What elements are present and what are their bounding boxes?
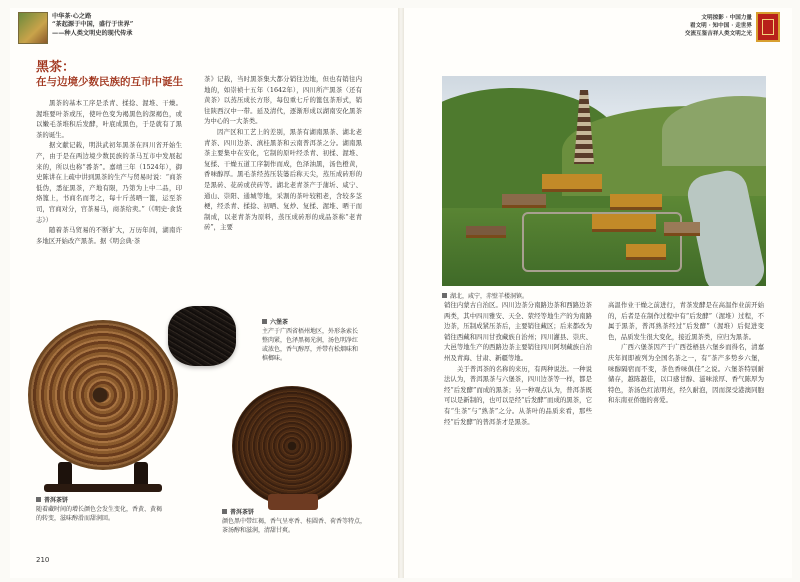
page-number: 210 — [36, 556, 50, 564]
caption-puerh-1 — [36, 496, 166, 523]
header-right-line: 交流互鉴吉祥人类文明之光 — [684, 31, 752, 37]
text-column-right-2 — [608, 300, 764, 540]
header-left-line: “茶起源于中国，盛行于世界” — [52, 21, 134, 29]
header-left — [18, 12, 218, 46]
text-column-left-1 — [36, 98, 182, 288]
header-left-line: ——种人类文明史的现代传承 — [52, 29, 133, 37]
paragraph: 关于普洱茶的名称的来历，有两种说法。一种说法认为，普洱黑茶与六堡茶，四川边茶等一样，都是经“后发酵”而成的黑茶；另一种观点认为，普洱茶既可以是新制的，也可以是经“后发酵”而成的黑茶，它有“生茶”与“熟茶”之分。从茶叶的品质来看，那些经“后发酵”的普洱茶才是黑茶。 — [444, 364, 592, 426]
caption-text: 随着藏时间的增长颜色会发生变化，香黄、黄褐的转变，滋味醇滑而甜润回。 — [36, 506, 163, 522]
paragraph: 黑茶的基本工序是杀青、揉捻、渥堆、干燥。渥堆要叶茶或压，使叶色变为褐黑色的深褐色，或以嫩毛茶堆积后发酵，叶底成黑色，于是就有了黑茶的诞生。 — [36, 99, 182, 139]
paragraph: 据文献记载，明洪武初年黑茶在四川省开始生产，由于是在两边境少数民族的茶马互市中发展起来的，所以也称“番茶”。嘉靖三年（1524年），御史陈讲在上疏中讲到黑茶的生产与贸易时说：“商茶低伪，悉征黑茶，产地有限，乃第为上中二品，印烙篦上，书商名而考之，每十斤蒸晒一篦，运至茶司，官商对分，官茶易马，商茶给卖。”（《明史·食货志》） — [36, 141, 182, 224]
caption-title: 普洱茶饼 — [230, 509, 255, 516]
header-right — [630, 12, 780, 46]
section-subtitle: 在与边境少数民族的互市中诞生 — [36, 76, 183, 88]
caption-text: 主产于广西省梧州地区，外形条索长整肉紧，色泽黑褐光润，汤色明净红或浓色，香气醇厚，并带有松烟味和槟榔味。 — [262, 328, 359, 362]
header-right-text — [685, 14, 752, 38]
text-column-left-2 — [204, 74, 362, 294]
caption-title: 普洱茶饼 — [44, 497, 69, 504]
caption-liubao — [262, 318, 358, 363]
cake-stand-image — [44, 448, 162, 492]
text-column-right-1 — [444, 300, 592, 540]
paragraph: 随着茶马贸易的不断扩大，万历年间，湖南许多地区开始改产黑茶。据《明会典·茶 — [36, 226, 182, 245]
paragraph: 因产区和工艺上的差别，黑茶有湖南黑茶、湖北老青茶、四川边茶、滇桂黑茶和云南普洱茶之分。湖南黑茶主要集中在安化，它制的原叶经杀青、初揉、渥堆、复揉、干燥五道工序制作而成，色泽油黑，汤色橙黄，香味醇厚。黑毛茶经蒸压装篓后称天尖，蒸压成砖形的是黑砖、花砖或茯砖等。湖北老青茶产于蒲圻、咸宁、通山、崇阳、通城等地，采割的茶叶较粗老，含较多茎梗，经杀青、揉捻、初晒、复炒、复揉、渥堆、晒干而制成，以老青茶为原料，蒸压成砖形的成品茶称“老青砖”，主要 — [204, 127, 362, 232]
header-right-line: 看文明 · 知中国 · 走世界 — [689, 23, 752, 29]
liubao-tea-leaves-image — [168, 306, 236, 366]
header-left-line: 中华茶·心之路 — [52, 13, 92, 20]
caption-title: 六堡茶 — [270, 319, 289, 326]
paragraph: 茶》记载，当时黑茶集大都分销往边地，但也有销往内地的，如崇祯十五年（1642年），四川所产黑茶（还有黄茶）以蒸压成长方形，每包重七斤的篦包茶形式，销往陕西汉中一带。延及清代，逐渐形成以湖南安化黑茶为中心的一大茶类。 — [204, 75, 362, 126]
caption-puerh-2 — [222, 508, 370, 535]
paragraph: 广西六堡茶因产于广西苍梧县六堡乡而得名，清嘉庆年间即被列为全国名茶之一，有“茶产多势乡六堡，味醇隔宿而不变，茶色香味俱佳”之说。六堡茶特别耐储存，越陈越佳，以口感甘醇、滋味浓厚、香气陈厚为特色，茶汤色红浓明亮，经久耐泡，因而深受港澳同胞和东南亚侨胞的喜爱。 — [608, 343, 764, 405]
paragraph: 销往内蒙古自治区。四川边茶分南路边茶和西路边茶两类，其中四川雅安、天全、荥经等地生产的为南路边茶，压制成紧压茶后，主要销往藏区；后来都改为销往西藏和四川甘孜藏族自治州；四川灌县、崇庆、大邑等地生产的西路边茶主要销往四川阿坝藏族自治州及青海、甘肃、新疆等地。 — [444, 301, 592, 362]
header-right-line: 文明掠影 · 中国力量 — [701, 15, 752, 21]
red-seal-icon — [756, 12, 780, 42]
paragraph: 高温作业干燥之前进行，青茶发酵是在高温作业前开始的，后者是在制作过程中有“后发酵”（渥堆）过程，不属于黑茶，普洱熟茶经过“后发酵”（渥堆）后促进变色，品质发生很大变化，接近黑茶类，应归为黑茶。 — [608, 301, 764, 341]
caption-text: 颜色黑中带红褐，香气呈枣香、桂圆香、荷香等特点，茶汤醇和滋润，清甜甘爽。 — [222, 518, 367, 534]
section-title: 黑茶： — [36, 60, 76, 75]
header-left-text — [52, 13, 222, 38]
puerh-cake-dark-image — [232, 386, 352, 506]
caption-text: 湖北，咸宁，赤壁羊楼洞镇。 — [450, 293, 529, 300]
town-aerial-photo — [442, 76, 766, 286]
header-emblem-icon — [18, 12, 48, 44]
